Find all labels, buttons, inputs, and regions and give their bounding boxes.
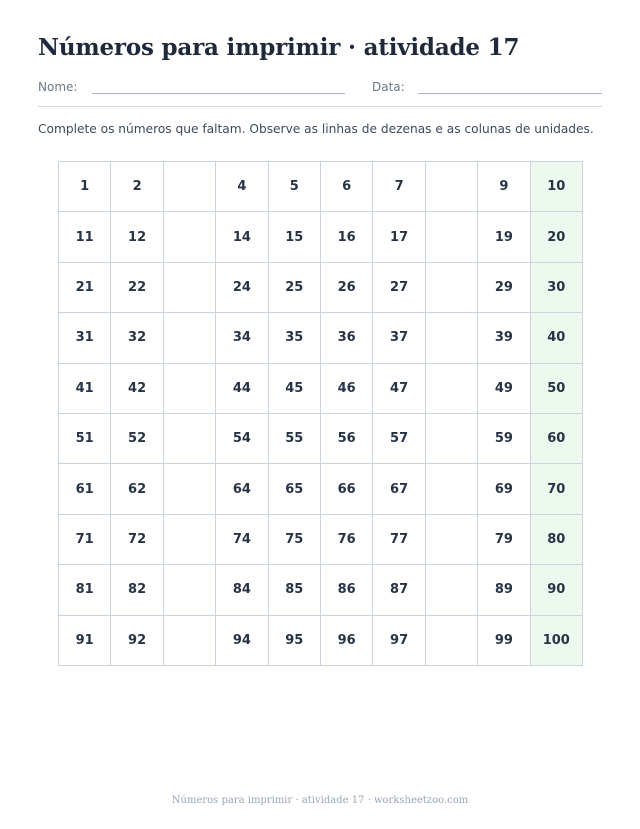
number-cell: 50 [531,364,583,414]
name-label: Nome: [38,80,78,94]
date-field[interactable] [418,93,602,94]
empty-cell[interactable] [164,364,216,414]
number-cell: 39 [478,313,530,363]
number-cell: 15 [269,212,321,262]
empty-cell[interactable] [426,565,478,615]
number-cell: 60 [531,414,583,464]
number-cell: 5 [269,162,321,212]
number-cell: 67 [373,464,425,514]
number-cell: 42 [111,364,163,414]
empty-cell[interactable] [164,515,216,565]
number-cell: 17 [373,212,425,262]
number-cell: 97 [373,616,425,666]
number-cell: 69 [478,464,530,514]
number-cell: 46 [321,364,373,414]
number-cell: 74 [216,515,268,565]
number-cell: 45 [269,364,321,414]
number-cell: 41 [59,364,111,414]
number-cell: 77 [373,515,425,565]
date-label: Data: [372,80,405,94]
number-cell: 71 [59,515,111,565]
number-cell: 36 [321,313,373,363]
number-cell: 64 [216,464,268,514]
empty-cell[interactable] [426,212,478,262]
empty-cell[interactable] [426,616,478,666]
empty-cell[interactable] [426,364,478,414]
number-cell: 49 [478,364,530,414]
number-cell: 99 [478,616,530,666]
number-cell: 51 [59,414,111,464]
number-cell: 76 [321,515,373,565]
number-cell: 92 [111,616,163,666]
number-cell: 87 [373,565,425,615]
empty-cell[interactable] [164,313,216,363]
number-cell: 62 [111,464,163,514]
empty-cell[interactable] [164,263,216,313]
number-cell: 2 [111,162,163,212]
header-fields [38,80,602,107]
number-cell: 90 [531,565,583,615]
number-cell: 19 [478,212,530,262]
number-cell: 95 [269,616,321,666]
number-cell: 16 [321,212,373,262]
number-cell: 100 [531,616,583,666]
number-cell: 32 [111,313,163,363]
number-cell: 55 [269,414,321,464]
number-cell: 91 [59,616,111,666]
number-cell: 52 [111,414,163,464]
number-cell: 21 [59,263,111,313]
instructions: Complete os números que faltam. Observe as linhas de dezenas e as colunas de unidades. [38,122,594,136]
number-cell: 29 [478,263,530,313]
number-cell: 26 [321,263,373,313]
number-cell: 6 [321,162,373,212]
number-cell: 96 [321,616,373,666]
number-cell: 34 [216,313,268,363]
number-cell: 9 [478,162,530,212]
empty-cell[interactable] [164,162,216,212]
number-cell: 30 [531,263,583,313]
number-cell: 12 [111,212,163,262]
number-cell: 72 [111,515,163,565]
number-cell: 4 [216,162,268,212]
number-cell: 47 [373,364,425,414]
hundred-chart-grid [58,161,583,666]
number-cell: 94 [216,616,268,666]
number-cell: 10 [531,162,583,212]
number-cell: 14 [216,212,268,262]
number-cell: 75 [269,515,321,565]
number-cell: 59 [478,414,530,464]
number-cell: 82 [111,565,163,615]
number-cell: 57 [373,414,425,464]
number-cell: 65 [269,464,321,514]
empty-cell[interactable] [164,616,216,666]
empty-cell[interactable] [426,414,478,464]
empty-cell[interactable] [426,464,478,514]
number-cell: 54 [216,414,268,464]
empty-cell[interactable] [164,212,216,262]
empty-cell[interactable] [426,515,478,565]
number-cell: 40 [531,313,583,363]
number-cell: 85 [269,565,321,615]
number-cell: 89 [478,565,530,615]
empty-cell[interactable] [164,464,216,514]
number-cell: 86 [321,565,373,615]
number-cell: 1 [59,162,111,212]
number-cell: 44 [216,364,268,414]
empty-cell[interactable] [164,565,216,615]
number-cell: 56 [321,414,373,464]
number-cell: 66 [321,464,373,514]
number-cell: 25 [269,263,321,313]
number-cell: 35 [269,313,321,363]
empty-cell[interactable] [426,313,478,363]
number-cell: 27 [373,263,425,313]
number-cell: 79 [478,515,530,565]
footer: Números para imprimir · atividade 17 · worksheetzoo.com [171,795,469,806]
number-cell: 61 [59,464,111,514]
empty-cell[interactable] [164,414,216,464]
name-field[interactable] [92,93,345,94]
page-title: Números para imprimir · atividade 17 [38,34,520,61]
number-cell: 7 [373,162,425,212]
number-cell: 81 [59,565,111,615]
number-cell: 80 [531,515,583,565]
number-cell: 11 [59,212,111,262]
empty-cell[interactable] [426,162,478,212]
number-cell: 31 [59,313,111,363]
empty-cell[interactable] [426,263,478,313]
number-cell: 84 [216,565,268,615]
number-cell: 70 [531,464,583,514]
number-cell: 22 [111,263,163,313]
number-cell: 24 [216,263,268,313]
number-cell: 37 [373,313,425,363]
number-cell: 20 [531,212,583,262]
